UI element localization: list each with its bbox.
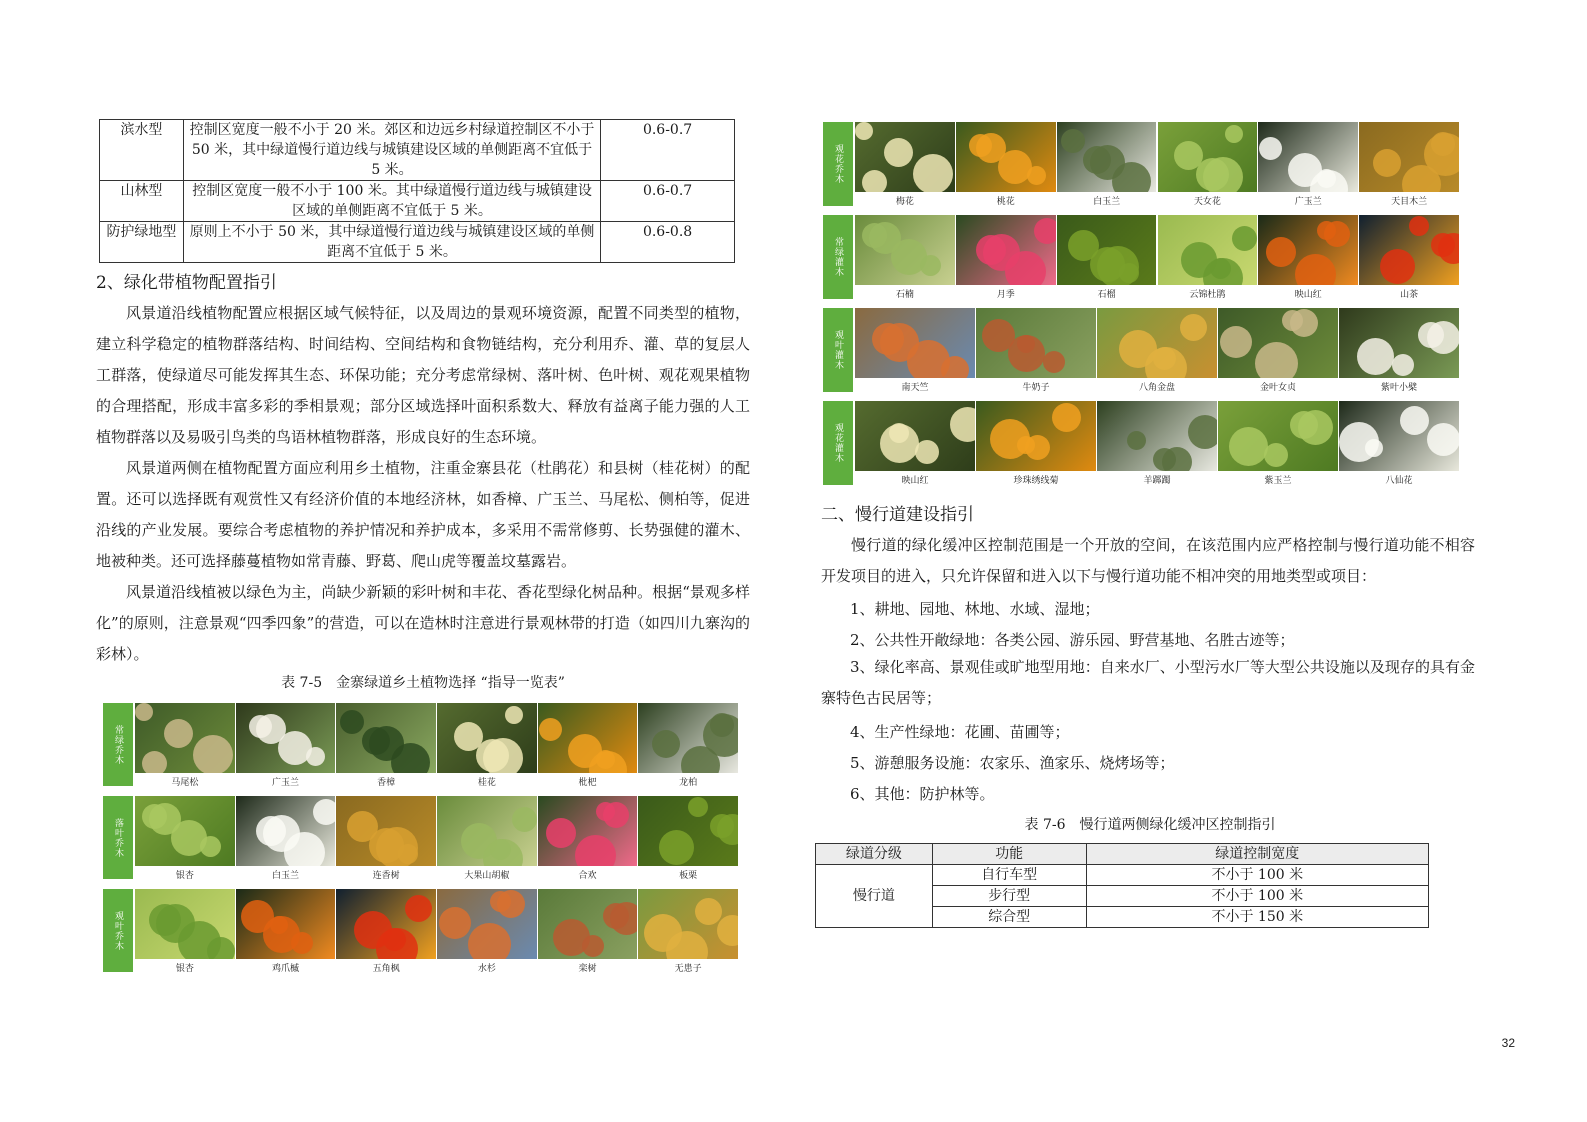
width-cell: 不小于 150 米	[1086, 907, 1428, 928]
plant-photo	[638, 796, 738, 866]
plant-photo	[1158, 122, 1258, 192]
plant-photo	[236, 703, 336, 773]
list-item: 4、生产性绿地：花圃、苗圃等；	[850, 723, 1070, 741]
plant-cell	[1339, 308, 1459, 392]
list-item: 3、绿化率高、景观佳或旷地型用地：自来水厂、小型污水厂等大型公共设施以及现存的具有金寨特色古民居等；	[821, 658, 1475, 707]
plant-category-tag: 观叶灌木	[823, 308, 853, 392]
plant-photo	[135, 889, 235, 959]
plant-row	[823, 215, 1460, 299]
plant-photo	[1158, 215, 1258, 285]
plant-category-tag: 落叶乔木	[103, 796, 133, 879]
plant-photo	[538, 889, 638, 959]
plant-cell	[638, 796, 738, 879]
column-header: 功能	[932, 844, 1086, 865]
function-cell: 综合型	[932, 907, 1086, 928]
table-header-row	[816, 844, 1429, 865]
plant-cell	[1258, 215, 1358, 299]
plant-category-tag: 观花灌木	[823, 401, 853, 485]
plant-cell	[236, 796, 336, 879]
plant-cell	[855, 308, 975, 392]
plant-cell	[855, 122, 955, 206]
plant-cell	[1158, 122, 1258, 206]
plant-cell	[638, 703, 738, 786]
plant-row	[103, 889, 739, 972]
table-row	[816, 865, 1429, 886]
plant-cell	[956, 215, 1056, 299]
table-row	[100, 120, 735, 181]
green-ratio: 0.6-0.7	[601, 181, 735, 222]
plant-name: 八仙花	[1385, 476, 1413, 486]
plant-name: 无患子	[674, 964, 702, 974]
green-ratio: 0.6-0.8	[601, 222, 735, 263]
plant-name: 水杉	[477, 964, 496, 974]
plant-cell	[1339, 401, 1459, 485]
plant-photo	[976, 308, 1096, 378]
plant-cell	[1218, 401, 1338, 485]
plant-name: 山茶	[1400, 290, 1419, 300]
greenway-type: 滨水型	[100, 120, 184, 181]
plant-cell	[1057, 122, 1157, 206]
plant-photo	[1339, 401, 1459, 471]
table-row	[100, 222, 735, 263]
plant-name: 梅花	[895, 197, 914, 207]
green-ratio: 0.6-0.7	[601, 120, 735, 181]
list-item: 6、其他：防护林等。	[850, 785, 995, 803]
width-description: 控制区宽度一般不小于 20 米。郊区和边远乡村绿道控制区不小于 50 米，其中绿道慢行道边线与城镇建设区域的单侧距离不宜低于 5 米。	[183, 120, 600, 181]
plant-photo	[638, 889, 738, 959]
plant-name: 大果山胡椒	[464, 871, 510, 881]
plant-cell	[135, 796, 235, 879]
plant-photo	[1097, 308, 1217, 378]
plant-photo	[1258, 122, 1358, 192]
plant-photo	[1218, 308, 1338, 378]
width-description: 原则上不小于 50 米，其中绿道慢行道边线与城镇建设区域的单侧距离不宜低于 5 米。	[183, 222, 600, 263]
plant-photo	[135, 796, 235, 866]
column-header: 绿道控制宽度	[1086, 844, 1428, 865]
plant-name: 八角金盘	[1138, 383, 1175, 393]
plant-cell	[437, 796, 537, 879]
plant-photo	[1057, 122, 1157, 192]
column-header: 绿道分级	[816, 844, 933, 865]
plant-row	[823, 401, 1460, 485]
plant-name: 枇杷	[578, 778, 597, 788]
plant-cell	[1057, 215, 1157, 299]
plant-name: 合欢	[578, 871, 597, 881]
plant-name: 映山红	[1294, 290, 1322, 300]
buffer-control-table	[815, 843, 1429, 928]
plant-row	[823, 122, 1460, 206]
plant-name: 金叶女贞	[1259, 383, 1296, 393]
plant-photo	[638, 703, 738, 773]
plant-name: 广玉兰	[1294, 197, 1322, 207]
plant-cell	[437, 889, 537, 972]
plant-photo	[336, 889, 436, 959]
width-cell: 不小于 100 米	[1086, 886, 1428, 907]
list-item: 2、公共性开敞绿地：各类公园、游乐园、野营基地、名胜古迹等；	[850, 631, 1295, 649]
plant-photo	[236, 796, 336, 866]
plant-cell	[1359, 215, 1459, 299]
section-heading: 二、慢行道建设指引	[821, 505, 974, 525]
plant-name: 栾树	[578, 964, 597, 974]
plant-cell	[976, 401, 1096, 485]
plant-cell	[1158, 215, 1258, 299]
plant-photo	[437, 889, 537, 959]
greenway-type: 山林型	[100, 181, 184, 222]
plant-photo	[538, 703, 638, 773]
page-number: 32	[1501, 1036, 1515, 1050]
plant-cell	[1258, 122, 1358, 206]
greenway-grade: 慢行道	[816, 865, 933, 928]
plant-photo	[1258, 215, 1358, 285]
plant-name: 板栗	[679, 871, 698, 881]
plant-photo	[1097, 401, 1217, 471]
plant-category-tag: 常绿乔木	[103, 703, 133, 786]
plant-name: 紫玉兰	[1264, 476, 1292, 486]
plant-name: 龙柏	[679, 778, 698, 788]
plant-row	[103, 796, 739, 879]
plant-name: 广玉兰	[271, 778, 299, 788]
plant-cell	[135, 703, 235, 786]
plant-photo	[1339, 308, 1459, 378]
plant-photo	[236, 889, 336, 959]
plant-photo	[855, 215, 955, 285]
plant-grid-native	[103, 703, 739, 977]
plant-cell	[336, 889, 436, 972]
plant-cell	[638, 889, 738, 972]
plant-photo	[336, 796, 436, 866]
plant-name: 羊踯躅	[1143, 476, 1171, 486]
plant-photo	[956, 122, 1056, 192]
plant-cell	[336, 796, 436, 879]
plant-row	[103, 703, 739, 786]
plant-name: 石楠	[895, 290, 914, 300]
plant-cell	[855, 215, 955, 299]
plant-name: 云锦杜鹃	[1189, 290, 1226, 300]
plant-cell	[437, 703, 537, 786]
plant-photo	[855, 308, 975, 378]
plant-name: 牛奶子	[1022, 383, 1050, 393]
plant-name: 银杏	[175, 871, 194, 881]
plant-name: 五角枫	[372, 964, 400, 974]
table-row	[100, 181, 735, 222]
plant-photo	[855, 122, 955, 192]
plant-name: 鸡爪槭	[271, 964, 299, 974]
plant-photo	[1359, 122, 1459, 192]
table-caption: 表 7-5 金寨绿道乡土植物选择 “指导一览表”	[281, 675, 565, 691]
section-heading: 2、绿化带植物配置指引	[96, 273, 277, 293]
plant-photo	[956, 215, 1056, 285]
plant-photo	[1057, 215, 1157, 285]
table-caption: 表 7-6 慢行道两侧绿化缓冲区控制指引	[1024, 817, 1276, 833]
width-description: 控制区宽度一般不小于 100 米。其中绿道慢行道边线与城镇建设区域的单侧距离不宜低于 5 米。	[183, 181, 600, 222]
plant-cell	[236, 703, 336, 786]
plant-name: 天女花	[1193, 197, 1221, 207]
plant-cell	[1359, 122, 1459, 206]
plant-name: 南天竺	[901, 383, 929, 393]
plant-photo	[336, 703, 436, 773]
plant-photo	[437, 703, 537, 773]
plant-cell	[538, 889, 638, 972]
plant-category-tag: 观叶乔木	[103, 889, 133, 972]
function-cell: 步行型	[932, 886, 1086, 907]
function-cell: 自行车型	[932, 865, 1086, 886]
paragraph: 风景道两侧在植物配置方面应利用乡土植物，注重金寨县花（杜鹃花）和县树（桂花树）的配置。还可以选择既有观赏性又有经济价值的本地经济林，如香樟、广玉兰、马尾松、侧柏等，促进沿线的产业发展。要综合考虑植物的养护情况和养护成本，多采用不需常修剪、长势强健的灌木、地被种类。还可选择藤蔓植物如常青藤、野葛、爬山虎等覆盖坟墓露岩。	[96, 459, 750, 570]
plant-photo	[1218, 401, 1338, 471]
paragraph: 风景道沿线植被以绿色为主，尚缺少新颖的彩叶树和丰花、香花型绿化树品种。根据“景观多样化”的原则，注意景观“四季四象”的营造，可以在造林时注意进行景观林带的打造（如四川九寨沟的彩林）。	[96, 583, 750, 663]
plant-name: 珍珠绣线菊	[1013, 476, 1059, 486]
list-item: 1、耕地、园地、林地、水域、湿地；	[850, 600, 1100, 618]
plant-name: 映山红	[901, 476, 929, 486]
plant-cell	[976, 308, 1096, 392]
plant-photo	[538, 796, 638, 866]
plant-category-tag: 常绿灌木	[823, 215, 853, 299]
plant-name: 银杏	[175, 964, 194, 974]
plant-name: 香樟	[377, 778, 396, 788]
plant-cell	[956, 122, 1056, 206]
plant-row	[823, 308, 1460, 392]
plant-name: 石榴	[1097, 290, 1116, 300]
width-cell: 不小于 100 米	[1086, 865, 1428, 886]
plant-name: 紫叶小檗	[1380, 383, 1417, 393]
plant-photo	[976, 401, 1096, 471]
plant-photo	[855, 401, 975, 471]
plant-cell	[236, 889, 336, 972]
plant-name: 天目木兰	[1391, 197, 1428, 207]
plant-cell	[1097, 308, 1217, 392]
paragraph: 慢行道的绿化缓冲区控制范围是一个开放的空间，在该范围内应严格控制与慢行道功能不相容开发项目的进入，只允许保留和进入以下与慢行道功能不相冲突的用地类型或项目：	[821, 536, 1475, 585]
plant-name: 白玉兰	[271, 871, 299, 881]
plant-name: 马尾松	[171, 778, 199, 788]
width-control-table	[99, 119, 735, 263]
plant-photo	[1359, 215, 1459, 285]
plant-grid-flowering	[823, 122, 1460, 486]
plant-name: 连香树	[372, 871, 400, 881]
paragraph: 风景道沿线植物配置应根据区域气候特征，以及周边的景观环境资源，配置不同类型的植物，建立科学稳定的植物群落结构、时间结构、空间结构和食物链结构，充分利用乔、灌、草的复层人工群落，使绿道尽可能发挥其生态、环保功能；充分考虑常绿树、落叶树、色叶树、观花观果植物的合理搭配，形成丰富多彩的季相景观；部分区域选择叶面积系数大、释放有益离子能力强的人工植物群落以及易吸引鸟类的鸟语林植物群落，形成良好的生态环境。	[96, 304, 750, 446]
plant-cell	[135, 889, 235, 972]
plant-name: 桃花	[996, 197, 1015, 207]
plant-cell	[855, 401, 975, 485]
plant-cell	[538, 703, 638, 786]
plant-name: 桂花	[477, 778, 496, 788]
plant-cell	[336, 703, 436, 786]
plant-photo	[135, 703, 235, 773]
plant-cell	[538, 796, 638, 879]
plant-name: 月季	[996, 290, 1015, 300]
greenway-type: 防护绿地型	[100, 222, 184, 263]
plant-cell	[1097, 401, 1217, 485]
plant-cell	[1218, 308, 1338, 392]
plant-category-tag: 观花乔木	[823, 122, 853, 206]
plant-photo	[437, 796, 537, 866]
list-item: 5、游憩服务设施：农家乐、渔家乐、烧烤场等；	[850, 754, 1175, 772]
plant-name: 白玉兰	[1093, 197, 1121, 207]
